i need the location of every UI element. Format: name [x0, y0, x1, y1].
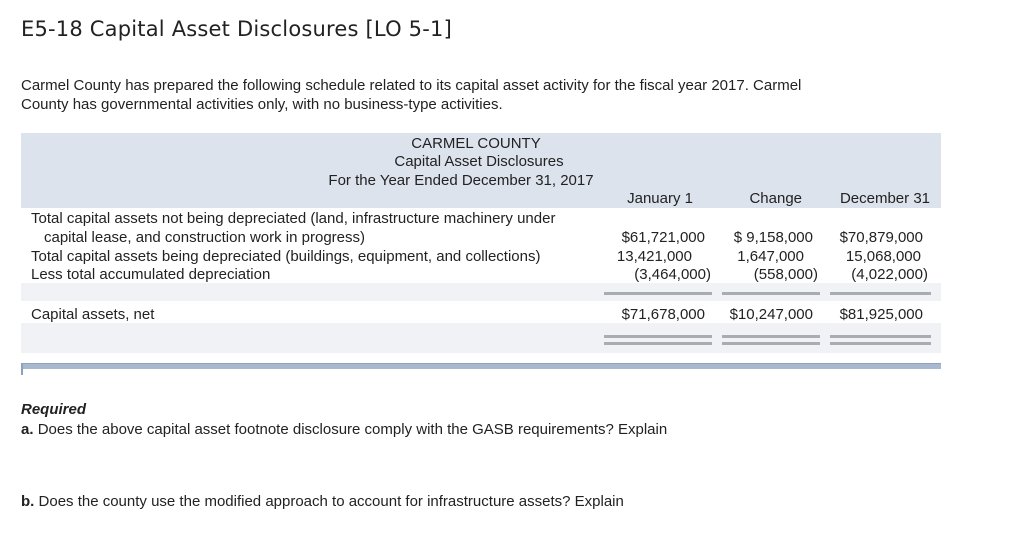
cell-change-depreciated: 1,647,000: [737, 248, 804, 265]
column-header-december: December 31: [839, 190, 930, 207]
question-b: [21, 493, 624, 510]
intro-paragraph: Carmel County has prepared the following schedule related to its capital asset activity for the fiscal year 2017. Carmel County has governmental activities only, with no business-type activities.: [21, 77, 802, 113]
row-label-accumulated-depreciation: Less total accumulated depreciation: [31, 266, 271, 283]
total-double-rule: [604, 342, 712, 345]
cell-jan-depreciated: 13,421,000: [616, 248, 692, 265]
question-b-marker: b.: [21, 493, 35, 510]
cell-jan-capital-assets-net: $71,678,000: [621, 306, 705, 323]
question-b-text: Does the county use the modified approach to account for infrastructure assets? Explain: [38, 493, 624, 510]
table-heading-county: CARMEL COUNTY: [411, 135, 541, 152]
total-double-rule: [830, 342, 931, 345]
cell-dec-depreciated: 15,068,000: [845, 248, 921, 265]
page-title: E5-18 Capital Asset Disclosures [LO 5-1]: [21, 17, 452, 41]
cell-change-capital-assets-net: $10,247,000: [729, 306, 813, 323]
table-bottom-border-tick: [21, 363, 23, 375]
question-a: [21, 421, 667, 438]
question-a-text: Does the above capital asset footnote disclosure comply with the GASB requirements? Explain: [37, 421, 668, 438]
row-label-not-depreciated: Total capital assets not being depreciated (land, infrastructure machinery under: [31, 210, 556, 227]
cell-jan-accumulated-depreciation: (3,464,000): [634, 266, 711, 283]
capital-asset-table: [21, 133, 941, 370]
row-label-not-depreciated-cont: capital lease, and construction work in progress): [44, 229, 365, 246]
subtotal-rule: [604, 292, 712, 295]
question-a-marker: a.: [21, 421, 34, 438]
table-heading-period: For the Year Ended December 31, 2017: [328, 172, 594, 189]
required-heading: Required: [21, 401, 87, 418]
row-label-capital-assets-net: Capital assets, net: [31, 306, 155, 323]
total-double-rule: [604, 335, 712, 338]
cell-change-accumulated-depreciation: (558,000): [753, 266, 818, 283]
column-header-change: Change: [749, 190, 802, 207]
column-header-january: January 1: [627, 190, 693, 207]
subtotal-rule: [830, 292, 931, 295]
cell-dec-accumulated-depreciation: (4,022,000): [851, 266, 928, 283]
cell-change-not-depreciated: $ 9,158,000: [733, 229, 813, 246]
table-bottom-border: [21, 363, 941, 369]
subtotal-rule: [722, 292, 820, 295]
table-heading-subtitle: Capital Asset Disclosures: [394, 153, 564, 170]
cell-dec-capital-assets-net: $81,925,000: [839, 306, 923, 323]
total-double-rule: [722, 342, 820, 345]
row-label-depreciated: Total capital assets being depreciated (buildings, equipment, and collections): [31, 248, 541, 265]
total-double-rule: [830, 335, 931, 338]
cell-jan-not-depreciated: $61,721,000: [621, 229, 705, 246]
cell-dec-not-depreciated: $70,879,000: [839, 229, 923, 246]
table-band: [21, 323, 941, 353]
total-double-rule: [722, 335, 820, 338]
